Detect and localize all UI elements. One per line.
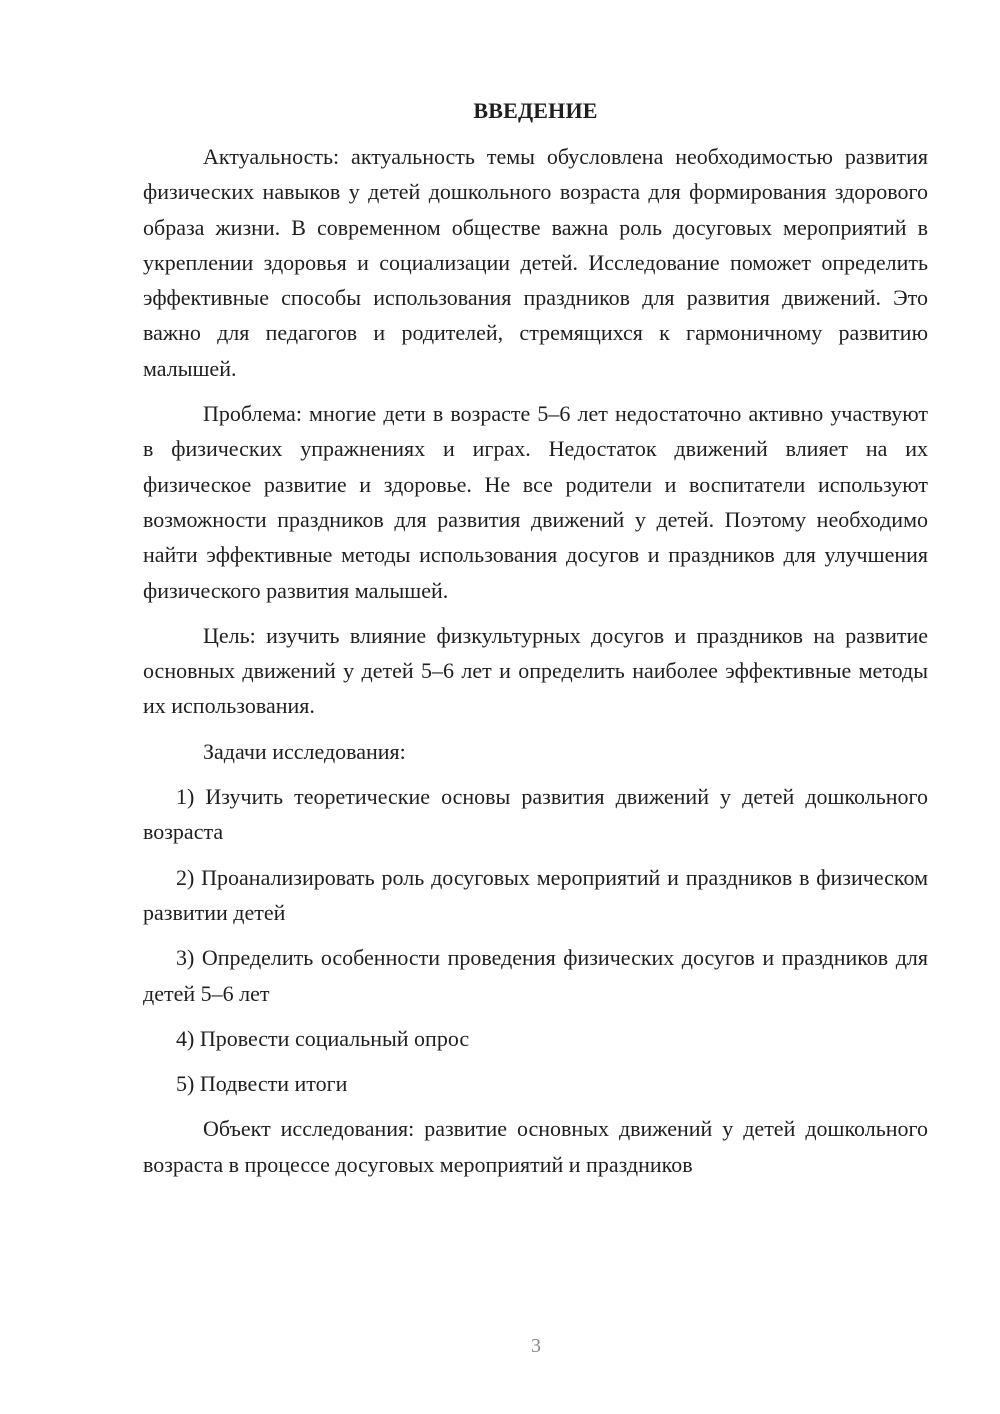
tasks-heading: Задачи исследования: [203, 738, 406, 764]
problem-paragraph: Проблема: многие дети в возрасте 5–6 лет недостаточно активно участвуют в физических упражнениях и играх. Недостаток движений влияет на их физическое развитие и здоровье. Не все родители и воспитатели используют возможности праздников для развития движений у детей. Поэтому необходимо найти эффективные методы использования досугов и праздников для улучшения физического развития малышей. [143, 401, 928, 603]
section-title: ВВЕДЕНИЕ [473, 98, 598, 123]
task-item-3: 3) Определить особенности проведения физических досугов и праздников для детей 5–6 лет [143, 945, 928, 1006]
relevance-paragraph: Актуальность: актуальность темы обусловлена необходимостью развития физических навыков у детей дошкольного возраста для формирования здорового образа жизни. В современном обществе важна роль досуговых мероприятий в укреплении здоровья и социализации детей. Исследование поможет определить эффективные способы использования праздников для развития движений. Это важно для педагогов и родителей, стремящихся к гармоничному развитию малышей. [143, 144, 928, 381]
page-number: 3 [531, 1335, 541, 1357]
object-paragraph: Объект исследования: развитие основных движений у детей дошкольного возраста в процессе досуговых мероприятий и праздников [143, 1116, 928, 1177]
task-item-2: 2) Проанализировать роль досуговых мероприятий и праздников в физическом развитии детей [143, 864, 928, 925]
page-content [143, 96, 928, 1192]
task-item-4: 4) Провести социальный опрос [176, 1025, 470, 1051]
task-item-1: 1) Изучить теоретические основы развития движений у детей дошкольного возраста [143, 784, 928, 845]
task-item-5: 5) Подвести итоги [176, 1071, 348, 1097]
goal-paragraph: Цель: изучить влияние физкультурных досугов и праздников на развитие основных движений у детей 5–6 лет и определить наиболее эффективные методы их использования. [143, 622, 928, 719]
